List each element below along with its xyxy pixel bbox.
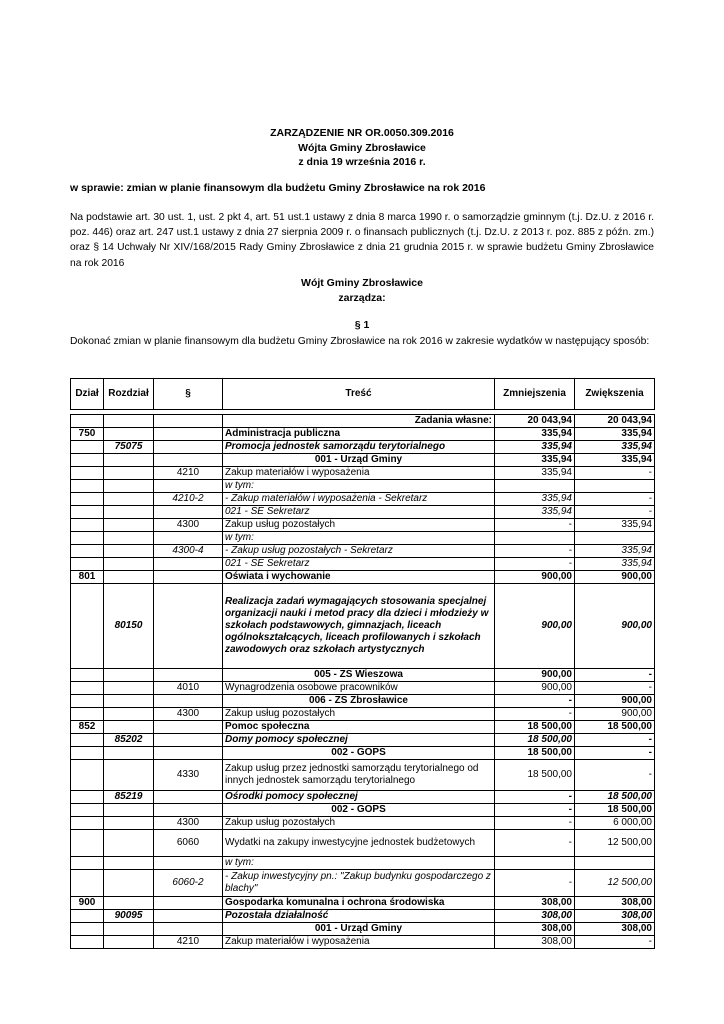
cell-zmn: 335,94 [495, 454, 575, 467]
cell-rozdzial [104, 532, 154, 545]
cell-par [154, 734, 223, 747]
cell-dzial [71, 910, 104, 923]
cell-rozdzial [104, 467, 154, 480]
cell-zwi: 308,00 [575, 910, 655, 923]
cell-dzial [71, 936, 104, 949]
cell-zwi: 900,00 [575, 695, 655, 708]
cell-zwi: 335,94 [575, 428, 655, 441]
cell-tresc: Pozostała działalność [223, 910, 495, 923]
cell-rozdzial: 75075 [104, 441, 154, 454]
cell-dzial [71, 734, 104, 747]
cell-tresc: 021 - SE Sekretarz [223, 506, 495, 519]
cell-dzial [71, 857, 104, 870]
cell-rozdzial [104, 760, 154, 791]
cell-zwi: 18 500,00 [575, 721, 655, 734]
table-row [71, 584, 655, 669]
document-issuer: Wójta Gminy Zbrosławice [298, 141, 426, 154]
cell-zwi: - [575, 493, 655, 506]
cell-par [154, 532, 223, 545]
cell-par [154, 571, 223, 584]
cell-par [154, 584, 223, 669]
cell-dzial [71, 454, 104, 467]
cell-zwi: - [575, 506, 655, 519]
cell-rozdzial [104, 695, 154, 708]
cell-tresc: 001 - Urząd Gminy [223, 923, 495, 936]
cell-dzial: 852 [71, 721, 104, 734]
table-row [71, 734, 655, 747]
cell-zwi: 18 500,00 [575, 791, 655, 804]
table-row [71, 415, 655, 428]
cell-zmn: 900,00 [495, 571, 575, 584]
cell-tresc: - Zakup materiałów i wyposażenia - Sekretarz [223, 493, 495, 506]
document-title: ZARZĄDZENIE NR OR.0050.309.2016 [270, 127, 454, 139]
cell-par: 4330 [154, 760, 223, 791]
cell-rozdzial [104, 428, 154, 441]
cell-dzial [71, 467, 104, 480]
cell-tresc: Oświata i wychowanie [223, 571, 495, 584]
table-row [71, 857, 655, 870]
cell-zmn: - [495, 791, 575, 804]
cell-zmn [495, 480, 575, 493]
cell-rozdzial [104, 857, 154, 870]
cell-zwi: 18 500,00 [575, 804, 655, 817]
section-number: § 1 [354, 319, 370, 331]
cell-zmn: 900,00 [495, 682, 575, 695]
table-row [71, 519, 655, 532]
cell-zmn: - [495, 519, 575, 532]
cell-rozdzial [104, 923, 154, 936]
cell-zmn: - [495, 817, 575, 830]
cell-zwi: 335,94 [575, 454, 655, 467]
cell-rozdzial: 90095 [104, 910, 154, 923]
cell-zmn: 335,94 [495, 467, 575, 480]
cell-tresc: Zadania własne: [223, 415, 495, 428]
table-row [71, 441, 655, 454]
cell-tresc: w tym: [223, 532, 495, 545]
header-paragraph: § [154, 379, 223, 410]
table-row [71, 682, 655, 695]
cell-par: 4010 [154, 682, 223, 695]
cell-zmn: 308,00 [495, 897, 575, 910]
cell-zmn: 20 043,94 [495, 415, 575, 428]
ordering-verb: zarządza: [338, 291, 386, 304]
cell-zwi: 12 500,00 [575, 830, 655, 857]
cell-tresc: 001 - Urząd Gminy [223, 454, 495, 467]
cell-rozdzial [104, 804, 154, 817]
cell-tresc: Zakup materiałów i wyposażenia [223, 467, 495, 480]
cell-par: 4300 [154, 519, 223, 532]
cell-zwi: 900,00 [575, 708, 655, 721]
table-row [71, 695, 655, 708]
cell-dzial [71, 870, 104, 897]
cell-tresc: w tym: [223, 480, 495, 493]
cell-par: 4300 [154, 817, 223, 830]
cell-par [154, 910, 223, 923]
cell-par [154, 428, 223, 441]
cell-zmn: - [495, 695, 575, 708]
cell-zmn: 335,94 [495, 441, 575, 454]
cell-zwi: 12 500,00 [575, 870, 655, 897]
cell-par [154, 804, 223, 817]
table-row [71, 454, 655, 467]
cell-zwi: 308,00 [575, 923, 655, 936]
cell-dzial [71, 923, 104, 936]
budget-changes-table [70, 378, 655, 949]
cell-dzial [71, 441, 104, 454]
cell-zmn: 335,94 [495, 506, 575, 519]
cell-rozdzial [104, 669, 154, 682]
cell-dzial: 750 [71, 428, 104, 441]
cell-par [154, 506, 223, 519]
cell-zmn: 18 500,00 [495, 760, 575, 791]
cell-rozdzial [104, 506, 154, 519]
cell-tresc: 006 - ZS Zbrosławice [223, 695, 495, 708]
cell-zwi: - [575, 467, 655, 480]
cell-zwi: - [575, 747, 655, 760]
cell-rozdzial [104, 545, 154, 558]
table-row [71, 708, 655, 721]
cell-rozdzial: 85219 [104, 791, 154, 804]
cell-zmn: 18 500,00 [495, 747, 575, 760]
cell-zwi: - [575, 669, 655, 682]
cell-dzial [71, 817, 104, 830]
cell-rozdzial [104, 817, 154, 830]
cell-par [154, 857, 223, 870]
cell-rozdzial [104, 480, 154, 493]
cell-tresc: Zakup materiałów i wyposażenia [223, 936, 495, 949]
cell-rozdzial [104, 708, 154, 721]
cell-par [154, 923, 223, 936]
cell-dzial [71, 791, 104, 804]
cell-dzial [71, 415, 104, 428]
cell-par [154, 791, 223, 804]
table-row [71, 897, 655, 910]
table-row [71, 428, 655, 441]
table-row [71, 747, 655, 760]
table-row [71, 760, 655, 791]
cell-par: 4300-4 [154, 545, 223, 558]
header-zwiekszenia: Zwiększenia [575, 379, 655, 410]
cell-zmn: - [495, 870, 575, 897]
cell-tresc: Zakup usług pozostałych [223, 519, 495, 532]
cell-dzial [71, 682, 104, 695]
cell-par [154, 415, 223, 428]
cell-par: 4210 [154, 467, 223, 480]
table-row [71, 480, 655, 493]
table-row [71, 558, 655, 571]
cell-tresc: - Zakup usług pozostałych - Sekretarz [223, 545, 495, 558]
table-row [71, 493, 655, 506]
cell-rozdzial [104, 519, 154, 532]
cell-tresc: Domy pomocy społecznej [223, 734, 495, 747]
cell-tresc: Pomoc społeczna [223, 721, 495, 734]
cell-par: 4210 [154, 936, 223, 949]
table-row [71, 804, 655, 817]
cell-tresc: 021 - SE Sekretarz [223, 558, 495, 571]
cell-zwi: 900,00 [575, 584, 655, 669]
cell-rozdzial [104, 558, 154, 571]
header-tresc: Treść [223, 379, 495, 410]
cell-zwi: - [575, 734, 655, 747]
cell-zwi [575, 532, 655, 545]
cell-zmn: - [495, 708, 575, 721]
cell-par [154, 721, 223, 734]
cell-tresc: Zakup usług pozostałych [223, 708, 495, 721]
table-row [71, 910, 655, 923]
cell-zmn: - [495, 545, 575, 558]
cell-zmn: 308,00 [495, 910, 575, 923]
cell-rozdzial: 80150 [104, 584, 154, 669]
cell-tresc: Wynagrodzenia osobowe pracowników [223, 682, 495, 695]
cell-rozdzial [104, 493, 154, 506]
cell-zmn: - [495, 804, 575, 817]
cell-tresc: Realizacja zadań wymagających stosowania specjalnej organizacji nauki i metod pracy dla dzieci i młodzieży w szkołach podstawowych, gimnazjach, liceach ogólnokształcących, liceach profilowanych i szkołach zawodowych oraz szkołach artystycznych [223, 584, 495, 669]
table-row [71, 571, 655, 584]
table-row [71, 532, 655, 545]
cell-dzial [71, 506, 104, 519]
cell-zwi: - [575, 936, 655, 949]
cell-zmn: 900,00 [495, 584, 575, 669]
cell-dzial [71, 558, 104, 571]
cell-zwi: 335,94 [575, 441, 655, 454]
cell-rozdzial [104, 721, 154, 734]
cell-tresc: Zakup usług przez jednostki samorządu terytorialnego od innych jednostek samorządu terytorialnego [223, 760, 495, 791]
table-row [71, 721, 655, 734]
document-subject: w sprawie: zmian w planie finansowym dla budżetu Gminy Zbrosławice na rok 2016 [70, 182, 486, 194]
cell-tresc: Wydatki na zakupy inwestycyjne jednostek budżetowych [223, 830, 495, 857]
cell-par: 6060 [154, 830, 223, 857]
table-row [71, 923, 655, 936]
cell-tresc: Administracja publiczna [223, 428, 495, 441]
table-row [71, 817, 655, 830]
cell-rozdzial [104, 870, 154, 897]
cell-rozdzial [104, 897, 154, 910]
cell-par: 4210-2 [154, 493, 223, 506]
cell-tresc: 002 - GOPS [223, 804, 495, 817]
cell-rozdzial [104, 936, 154, 949]
cell-par [154, 454, 223, 467]
cell-dzial [71, 695, 104, 708]
cell-zwi: 20 043,94 [575, 415, 655, 428]
cell-zwi: - [575, 682, 655, 695]
cell-par [154, 897, 223, 910]
legal-basis-paragraph: Na podstawie art. 30 ust. 1, ust. 2 pkt 4, art. 51 ust.1 ustawy z dnia 8 marca 1990 r. o samorządzie gminnym (t.j. Dz.U. z 2016 r. poz. 446) oraz art. 247 ust.1 ustawy z dnia 27 sierpnia 2009 r. o finansach publicznych (t.j. Dz.U. z 2013 r. poz. 885 z późn. zm.) oraz § 14 Uchwały Nr XIV/168/2015 Rady Gminy Zbrosławice z dnia 21 grudnia 2015 r. w sprawie budżetu Gminy Zbrosławice na rok 2016 [70, 212, 654, 269]
table-row [71, 506, 655, 519]
table-row [71, 936, 655, 949]
cell-zwi [575, 857, 655, 870]
cell-zmn: 18 500,00 [495, 721, 575, 734]
table-row [71, 545, 655, 558]
cell-tresc: Gospodarka komunalna i ochrona środowiska [223, 897, 495, 910]
cell-tresc: Ośrodki pomocy społecznej [223, 791, 495, 804]
cell-rozdzial [104, 454, 154, 467]
cell-zmn [495, 857, 575, 870]
cell-rozdzial [104, 747, 154, 760]
cell-dzial [71, 480, 104, 493]
cell-zwi: 308,00 [575, 897, 655, 910]
cell-par: 4300 [154, 708, 223, 721]
cell-tresc: 002 - GOPS [223, 747, 495, 760]
cell-dzial [71, 747, 104, 760]
cell-dzial [71, 708, 104, 721]
header-rozdzial: Rozdział [104, 379, 154, 410]
cell-zwi: 335,94 [575, 545, 655, 558]
cell-zwi: 900,00 [575, 571, 655, 584]
cell-zmn [495, 532, 575, 545]
cell-zmn: 308,00 [495, 923, 575, 936]
cell-par [154, 558, 223, 571]
cell-par [154, 695, 223, 708]
cell-zwi: 6 000,00 [575, 817, 655, 830]
cell-tresc: w tym: [223, 857, 495, 870]
header-dzial: Dział [71, 379, 104, 410]
cell-par [154, 441, 223, 454]
table-row [71, 870, 655, 897]
header-zmniejszenia: Zmniejszenia [495, 379, 575, 410]
cell-zwi [575, 480, 655, 493]
cell-rozdzial [104, 571, 154, 584]
cell-tresc: Promocja jednostek samorządu terytorialnego [223, 441, 495, 454]
cell-dzial [71, 669, 104, 682]
cell-zmn: 335,94 [495, 428, 575, 441]
cell-dzial: 900 [71, 897, 104, 910]
cell-rozdzial [104, 682, 154, 695]
ordering-authority: Wójt Gminy Zbrosławice [301, 277, 423, 289]
table-row [71, 791, 655, 804]
cell-dzial [71, 493, 104, 506]
cell-zmn: 308,00 [495, 936, 575, 949]
cell-par: 6060-2 [154, 870, 223, 897]
cell-zmn: - [495, 558, 575, 571]
cell-par [154, 747, 223, 760]
cell-dzial [71, 532, 104, 545]
cell-dzial [71, 519, 104, 532]
table-row [71, 830, 655, 857]
cell-tresc: 005 - ZS Wieszowa [223, 669, 495, 682]
cell-par [154, 480, 223, 493]
cell-dzial: 801 [71, 571, 104, 584]
cell-dzial [71, 545, 104, 558]
table-row [71, 467, 655, 480]
cell-tresc: Zakup usług pozostałych [223, 817, 495, 830]
cell-rozdzial [104, 830, 154, 857]
cell-zwi: - [575, 760, 655, 791]
cell-zmn: 18 500,00 [495, 734, 575, 747]
cell-zwi: 335,94 [575, 519, 655, 532]
section-paragraph: Dokonać zmian w planie finansowym dla budżetu Gminy Zbrosławice na rok 2016 w zakresie wydatków w następujący sposób: [70, 336, 650, 347]
cell-zwi: 335,94 [575, 558, 655, 571]
table-header-row [71, 379, 655, 410]
table-row [71, 669, 655, 682]
cell-dzial [71, 584, 104, 669]
cell-tresc: - Zakup inwestycyjny pn.: "Zakup budynku gospodarczego z blachy" [223, 870, 495, 897]
document-date: z dnia 19 września 2016 r. [298, 156, 426, 168]
cell-zmn: 335,94 [495, 493, 575, 506]
cell-zmn: - [495, 830, 575, 857]
cell-zmn: 900,00 [495, 669, 575, 682]
cell-par [154, 669, 223, 682]
cell-dzial [71, 804, 104, 817]
cell-dzial [71, 830, 104, 857]
cell-rozdzial [104, 415, 154, 428]
cell-rozdzial: 85202 [104, 734, 154, 747]
cell-dzial [71, 760, 104, 791]
